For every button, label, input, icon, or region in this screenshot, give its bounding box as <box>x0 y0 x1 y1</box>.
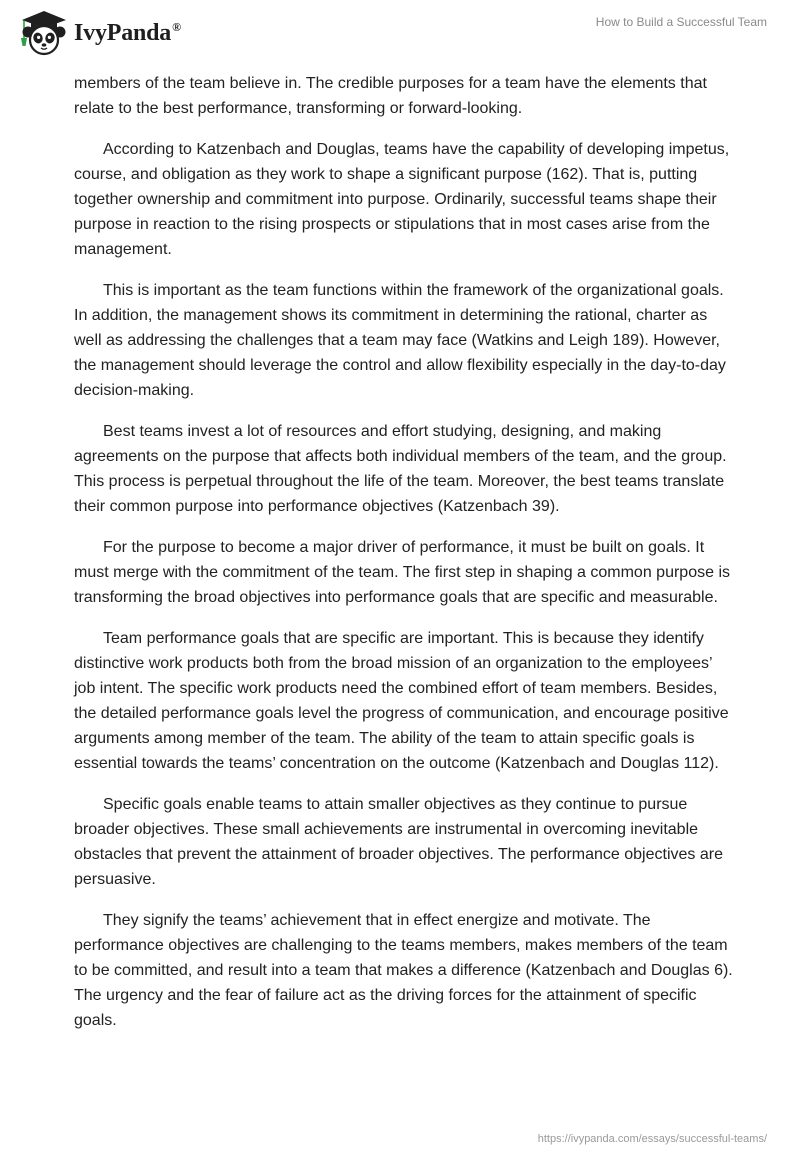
paragraph: members of the team believe in. The credible purposes for a team have the elements that relate to the best performance, transforming or forward-looking. <box>74 75 707 117</box>
paragraph: Specific goals enable teams to attain smaller objectives as they continue to pursue broader objectives. These small achievements are instrumental in overcoming inevitable obstacles that prevent the attainment of broader objectives. The performance objectives are persuasive. <box>74 796 723 888</box>
source-url[interactable]: https://ivypanda.com/essays/successful-teams/ <box>537 1133 767 1145</box>
brand-name: IvyPanda® <box>74 20 181 46</box>
document-title: How to Build a Successful Team <box>595 15 767 29</box>
paragraph: Best teams invest a lot of resources and effort studying, designing, and making agreements on the purpose that affects both individual members of the team, and the group. This process is perpetual throughout the life of the team. Moreover, the best teams translate their common purpose into performance objectives (Katzenbach 39). <box>74 423 727 515</box>
brand-logo[interactable] <box>14 8 181 56</box>
paragraph: They signify the teams’ achievement that in effect energize and motivate. The performance objectives are challenging to the teams members, makes members of the team to be committed, and result into a team that makes a difference (Katzenbach and Douglas 6). The urgency and the fear of failure act as the driving forces for the attainment of specific goals. <box>74 912 733 1029</box>
paragraph: Team performance goals that are specific are important. This is because they identify distinctive work products both from the broad mission of an organization to the employees’ job intent. The specific work products need the combined effort of team members. Besides, the detailed performance goals level the progress of communication, and encourage positive arguments among member of the team. The ability of the team to attain specific goals is essential towards the teams’ concentration on the outcome (Katzenbach and Douglas 112). <box>74 630 729 772</box>
page-header <box>0 0 800 66</box>
paragraph: For the purpose to become a major driver of performance, it must be built on goals. It must merge with the commitment of the team. The first step in shaping a common purpose is transforming the broad objectives into performance goals that are specific and measurable. <box>74 539 730 606</box>
paragraph: According to Katzenbach and Douglas, teams have the capability of developing impetus, course, and obligation as they work to shape a significant purpose (162). That is, putting together ownership and commitment into purpose. Ordinarily, successful teams shape their purpose in reaction to the rising prospects or stipulations that in most cases arise from the management. <box>74 141 730 258</box>
panda-graduate-icon <box>14 8 72 56</box>
registered-mark: ® <box>172 20 181 34</box>
essay-body <box>74 71 734 1049</box>
paragraph: This is important as the team functions within the framework of the organizational goals. In addition, the management shows its commitment in determining the rational, charter as well as addressing the challenges that a team may face (Watkins and Leigh 189). However, the management should leverage the control and allow flexibility especially in the day-to-day decision-making. <box>74 282 726 399</box>
